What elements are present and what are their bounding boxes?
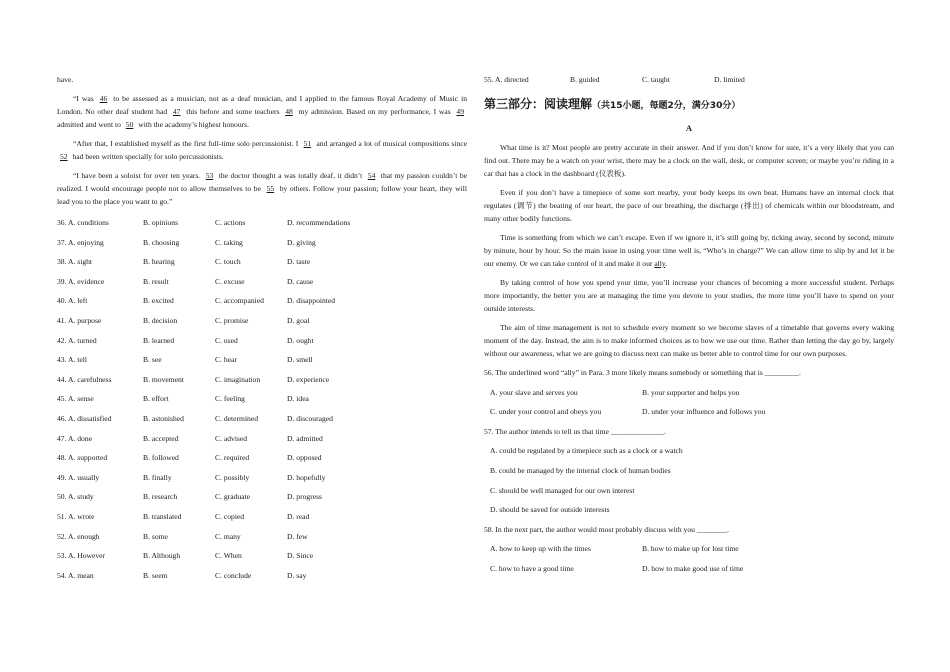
option-c[interactable]: C. graduate	[215, 492, 251, 502]
option-a[interactable]: 52. A. enough	[57, 531, 100, 541]
option-row-41	[57, 314, 467, 334]
option-b[interactable]: B. research	[143, 492, 178, 502]
paragraph-2: “After that, I established myself as the first full-time solo percussionist. I 51 and arranged a lot of musical compositions since 52 had been written specially for solo percussionists.	[57, 137, 467, 163]
option-a[interactable]: 53. A. However	[57, 551, 106, 561]
question-57: 57. The author intends to tell us that time ______________.	[484, 426, 666, 436]
option-b[interactable]: B. effort	[143, 394, 169, 404]
question-56-options	[484, 386, 894, 425]
option-b[interactable]: B. see	[143, 355, 162, 365]
option-d[interactable]: D. giving	[287, 237, 316, 247]
option-b[interactable]: B. seem	[143, 570, 168, 580]
option-d[interactable]: D. idea	[287, 394, 309, 404]
option-c[interactable]: C. promise	[215, 315, 249, 325]
section-title: 第三部分：阅读理解（共15小题，每题2分，满分30分）	[484, 97, 741, 111]
question-56: 56. The underlined word “ally” in Para. 3 more likely means somebody or something that is _________.	[484, 368, 801, 377]
reading-paragraph-5: The aim of time management is not to schedule every moment so we become slaves of a timetable that governs every waking moment of the day. Instead, the aim is to make informed choices as to how we use our time. Rather than letting the day go by, largely without our awareness, what we are going to discuss next can make us better able to control time for our own purposes.	[484, 323, 894, 358]
reading-paragraph-1: What time is it? Most people are pretty accurate in their answer. And if you don’t know for sure, it’s a very likely that you can find out. There may be a watch on your wrist, there may be a clock on the wall, desk, or computer screen; or maybe you’re riding in a car that has a clock in the dashboard (仪表板).	[484, 143, 894, 178]
option-row-53	[57, 549, 467, 569]
question-58-options	[484, 542, 894, 581]
option-b[interactable]: B. finally	[143, 472, 172, 482]
option-d[interactable]: D. hopefully	[287, 472, 326, 482]
option-b[interactable]: B. Although	[143, 551, 181, 561]
blank-48[interactable]: 48	[285, 107, 293, 116]
left-column	[57, 73, 467, 588]
option-a[interactable]: 46. A. dissatisfied	[57, 413, 112, 423]
option-a[interactable]: 43. A. tell	[57, 355, 87, 365]
option-b[interactable]: B. guided	[570, 75, 600, 84]
option-d[interactable]: D. say	[287, 570, 307, 580]
option-b[interactable]: B. your supporter and helps you	[642, 387, 740, 397]
option-c[interactable]: C. how to have a good time	[490, 563, 574, 573]
option-row-46	[57, 412, 467, 432]
underlined-word-ally: ally	[654, 259, 666, 268]
option-a[interactable]: 38. A. sight	[57, 257, 93, 267]
option-row-51	[57, 510, 467, 530]
option-row-39	[57, 275, 467, 295]
option-row-36	[57, 216, 467, 236]
blank-53[interactable]: 53	[205, 171, 214, 180]
option-a[interactable]: 45. A. sense	[57, 394, 94, 404]
blank-54[interactable]: 54	[367, 171, 376, 180]
options-list	[57, 216, 467, 588]
option-a[interactable]: 51. A. wrote	[57, 511, 95, 521]
right-column	[484, 73, 894, 582]
option-c[interactable]: C. taught	[642, 75, 670, 84]
option-c[interactable]: C. possibly	[215, 472, 250, 482]
option-c[interactable]: C. taking	[215, 237, 243, 247]
option-b[interactable]: B. opinions	[143, 218, 179, 227]
option-row-52	[57, 530, 467, 550]
reading-paragraph-4: By taking control of how you spend your time, you’ll increase your chances of becoming a more successful student. Perhaps more importantly, the better you are at managing the time you devote to your studies, the more time you’ll have to spend on your outside interests.	[484, 278, 894, 313]
option-a[interactable]: 42. A. turned	[57, 335, 97, 345]
option-row-54	[57, 569, 467, 589]
option-d[interactable]: D. limited	[714, 75, 745, 84]
option-a[interactable]: A. how to keep up with the times	[490, 544, 591, 554]
option-row-49	[57, 471, 467, 491]
option-row-44	[57, 373, 467, 393]
option-a[interactable]: 44. A. carefulness	[57, 374, 112, 384]
option-d[interactable]: D. ought	[287, 335, 314, 345]
option-b[interactable]: B. could be managed by the internal clock of human bodies	[490, 465, 671, 475]
option-d[interactable]: D. disappointed	[287, 296, 336, 306]
option-c[interactable]: C. required	[215, 453, 250, 463]
blank-47[interactable]: 47	[172, 107, 181, 116]
option-a[interactable]: 48. A. supported	[57, 453, 108, 463]
option-c[interactable]: C. accompanied	[215, 296, 264, 306]
option-d[interactable]: D. experience	[287, 374, 330, 384]
option-a[interactable]: 41. A. purpose	[57, 315, 102, 325]
option-a[interactable]: 39. A. evidence	[57, 276, 105, 286]
lead-text: have.	[57, 75, 74, 84]
option-d[interactable]: D. under your influence and follows you	[642, 407, 766, 417]
option-c[interactable]: C. feeling	[215, 394, 245, 404]
option-b[interactable]: B. accepted	[143, 433, 179, 443]
option-c[interactable]: C. hear	[215, 355, 237, 365]
option-a[interactable]: A. your slave and serves you	[490, 387, 578, 397]
option-a[interactable]: 40. A. left	[57, 296, 88, 306]
reading-paragraph-2: Even if you don’t have a timepiece of some sort nearby, your body keeps its own beat. Humans have an internal clock that regulates (调节) the beating of our heart, the pace of our breathing, the discharge (排出) of chemicals within our bloodstream, and many other bodily functions.	[484, 188, 894, 223]
passage-label: A	[685, 123, 693, 133]
option-a[interactable]: 36. A. conditions	[57, 218, 109, 227]
option-c[interactable]: C. advised	[215, 433, 248, 443]
question-58: 58. In the next part, the author would most probably discuss with you ________.	[484, 524, 730, 534]
option-a[interactable]: 54. A. mean	[57, 570, 94, 580]
blank-51[interactable]: 51	[303, 139, 312, 148]
option-d[interactable]: D. smell	[287, 355, 313, 365]
option-b[interactable]: B. astonished	[143, 413, 184, 423]
option-c[interactable]: C. many	[215, 531, 241, 541]
section-note: （共15小题，每题2分，满分30分）	[592, 101, 741, 111]
option-d[interactable]: D. progress	[287, 492, 323, 502]
option-row-47	[57, 432, 467, 452]
option-row-40	[57, 294, 467, 314]
option-a[interactable]: 49. A. usually	[57, 472, 100, 482]
question-57-options	[484, 444, 894, 522]
option-d[interactable]: D. few	[287, 531, 308, 541]
option-a[interactable]: 37. A. enjoying	[57, 237, 104, 247]
paragraph-3: “I have been a soloist for over ten years. 53 the doctor thought a was totally deaf, it didn’t 54 that my passion couldn’t be realized. I would encourage people not to allow themselves to be 55 by others. Follow your passion; follow your heart, they will lead you to the place you want to go.”	[57, 171, 468, 206]
blank-49[interactable]: 49	[456, 107, 464, 116]
option-d[interactable]: D. admitted	[287, 433, 323, 443]
option-d[interactable]: D. cause	[287, 276, 314, 286]
option-a[interactable]: 55. A. directed	[484, 75, 529, 84]
option-c[interactable]: C. touch	[215, 257, 241, 267]
option-c[interactable]: C. excuse	[215, 276, 245, 286]
blank-55[interactable]: 55	[266, 184, 275, 193]
option-c[interactable]: C. used	[215, 335, 238, 345]
option-b[interactable]: B. some	[143, 531, 168, 541]
blank-46[interactable]: 46	[99, 94, 108, 103]
option-d[interactable]: D. opposed	[287, 453, 322, 463]
option-b[interactable]: B. hearing	[143, 257, 175, 267]
option-d[interactable]: D. how to make good use of time	[642, 563, 744, 573]
option-row-50	[57, 490, 467, 510]
option-d[interactable]: D. should be saved for outside interests	[490, 505, 610, 515]
option-row-42	[57, 334, 467, 354]
option-b[interactable]: B. movement	[143, 374, 184, 384]
option-c[interactable]: C. actions	[215, 218, 246, 227]
option-c[interactable]: C. When	[215, 551, 242, 561]
option-c[interactable]: C. imagination	[215, 374, 261, 384]
option-b[interactable]: B. translated	[143, 511, 182, 521]
option-c[interactable]: C. copied	[215, 511, 245, 521]
paragraph-1: “I was 46 to be assessed as a musician, not as a deaf musician, and I applied to the famous Royal Academy of Music in London. No other deaf student had 47 this before and some teachers 48 my admission. Based on my performance, I was 49 admitted and went to 50 with the academy’s highest honours.	[57, 94, 467, 129]
option-b[interactable]: B. excited	[143, 296, 174, 306]
option-row-43	[57, 353, 467, 373]
blank-50[interactable]: 50	[125, 120, 134, 129]
reading-paragraph-3: Time is something from which we can’t escape. Even if we ignore it, it’s still going by, ticking away, second by second, minute by minute, hour by hour. So the main issue in using your time well is, “Who’s in charge?” We can allow time to slip by and let it be our enemy. Or we can take control of it and make it our ally.	[484, 233, 894, 268]
option-b[interactable]: B. how to make up for lost time	[642, 544, 739, 554]
option-d[interactable]: D. recommendations	[287, 218, 351, 227]
option-row-38	[57, 255, 467, 275]
option-c[interactable]: C. conclude	[215, 570, 252, 580]
option-c[interactable]: C. determined	[215, 413, 259, 423]
option-b[interactable]: B. decision	[143, 315, 178, 325]
option-row-48	[57, 451, 467, 471]
option-row-37	[57, 236, 467, 256]
option-b[interactable]: B. learned	[143, 335, 175, 345]
blank-52[interactable]: 52	[60, 152, 68, 161]
option-row-55	[484, 73, 894, 86]
option-d[interactable]: D. read	[287, 511, 310, 521]
option-a[interactable]: A. could be regulated by a timepiece such as a clock or a watch	[490, 446, 683, 456]
option-c[interactable]: C. should be well managed for our own interest	[490, 485, 635, 495]
option-row-45	[57, 392, 467, 412]
option-c[interactable]: C. under your control and obeys you	[490, 407, 602, 417]
option-d[interactable]: D. Since	[287, 551, 314, 561]
option-b[interactable]: B. followed	[143, 453, 179, 463]
option-b[interactable]: B. choosing	[143, 237, 180, 247]
option-a[interactable]: 50. A. study	[57, 492, 94, 502]
option-d[interactable]: D. discouraged	[287, 413, 333, 423]
option-d[interactable]: D. goal	[287, 315, 310, 325]
option-d[interactable]: D. taste	[287, 257, 311, 267]
option-b[interactable]: B. result	[143, 276, 169, 286]
option-a[interactable]: 47. A. done	[57, 433, 93, 443]
